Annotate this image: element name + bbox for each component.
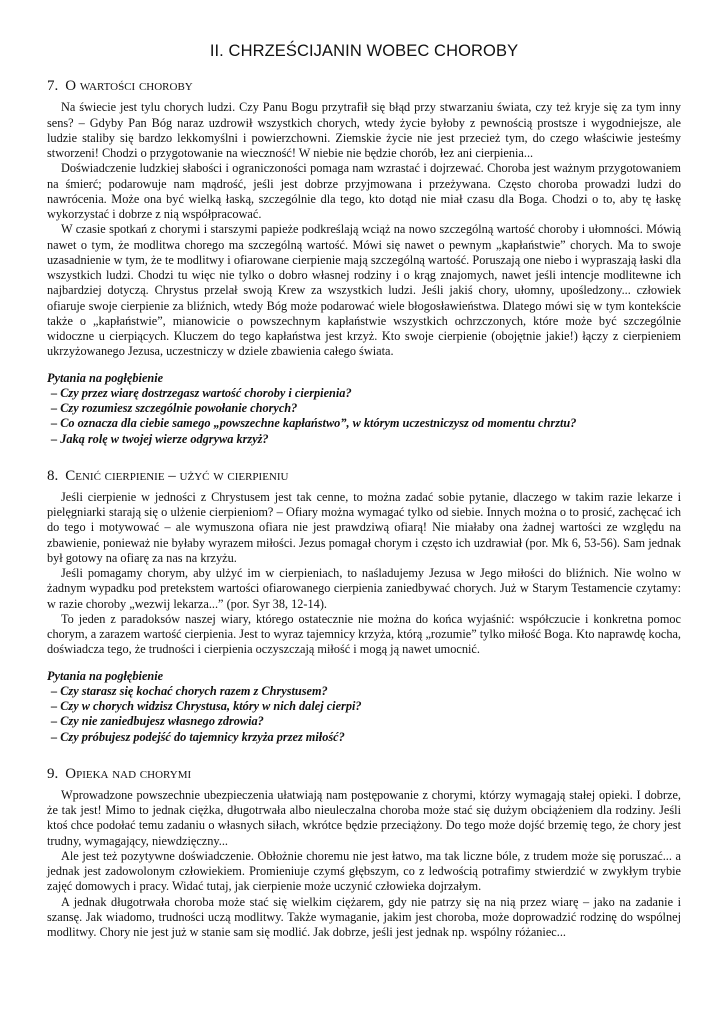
questions-block (47, 371, 681, 447)
question-item: – Czy w chorych widzisz Chrystusa, który w nich dalej cierpi? (51, 699, 362, 713)
section-8 (47, 467, 681, 745)
section-7 (47, 77, 681, 447)
question-item: – Czy starasz się kochać chorych razem z Chrystusem? (51, 683, 328, 698)
question-item: – Co oznacza dla ciebie samego „powszechne kapłaństwo”, w którym uczestniczysz od momentu chrztu? (51, 416, 577, 431)
paragraph: W czasie spotkań z chorymi i starszymi papieże podkreślają wciąż na nowo szczególną wartość choroby i ułomności. Mówią nawet o tym, że modlitwa chorego ma szczególną wartość. Mówi się nawet o pewnym „kapłaństwie” chorych. Ma to swoje uzasadnienie w tym, że te modlitwy i ofiarowane cierpienie mają szczególną wartość. Poruszają one niebo i wypraszają łaski dla wszystkich ludzi. Chodzi tu więc nie tylko o dobro własnej rodziny i o krąg znajomych, nawet jeśli intencje modlitewne ich najbardziej dotyczą. Chrystus przelał swoją Krew za wszystkich ludzi. Jeśli jakiś chory, ułomny, upośledzony... człowiek ofiaruje swoje cierpienie za bliźnich, wtedy Bóg może podarować wiele błogosławieństwa. Dlatego mówi się w tym kontekście także o „kapłaństwie”, mianowicie o powszechnym kapłaństwie wszystkich ochrzczonych, które może być szczególnie widoczne u cierpiących. Kluczem do tego kapłaństwa jest krzyż. Kto swoje cierpienie (obojętnie jakie!) łączy z cierpieniem ukrzyżowanego Jezusa, uczestniczy w dziele zbawienia całego świata. (47, 222, 681, 359)
section-9 (47, 765, 681, 941)
paragraph: To jeden z paradoksów naszej wiary, którego ostatecznie nie można do końca wyjaśnić: współczucie i konkretna pomoc chorym, a zarazem wartość cierpienia. Jest to wyraz tajemnicy krzyża, którą „rozumie” tylko miłość Boga. Kto naprawdę kocha, doświadcza tego, że trudności i cierpienia oczyszczają miłość i mogą ją nawet umocnić. (47, 611, 681, 657)
question-item: – Czy nie zaniedbujesz własnego zdrowia? (51, 714, 264, 729)
chapter-title: II. CHRZEŚCIJANIN WOBEC CHOROBY (209, 42, 519, 60)
section-heading (47, 77, 681, 95)
section-heading (47, 467, 681, 485)
paragraph: Ale jest też pozytywne doświadczenie. Obłożnie choremu nie jest łatwo, ma tak liczne bóle, z trudem może się poruszać... a jednak jest zadowolonym człowiekiem. Promieniuje czymś głębszym, co z ledwością potrafimy stwierdzić w zwykłym trybie zajęć domowych i pracy. Widać tutaj, jak cierpienie może uczynić człowieka dojrzałym. (47, 848, 681, 894)
paragraph: Wprowadzone powszechnie ubezpieczenia ułatwiają nam postępowanie z chorymi, którzy wymagają stałej opieki. I dobrze, że tak jest! Mimo to jednak ciężka, długotrwała albo nieuleczalna choroba może stać się dużym obciążeniem dla rodziny. Jeśli ktoś chce podołać temu zadaniu o własnych siłach, wkrótce będzie przeciążony. Do tego może dojść brzemię tego, że chory jest trudny, wymagający, niewdzięczny... (47, 787, 681, 848)
questions-title: Pytania na pogłębienie (47, 668, 164, 683)
section-title: Opieka nad chorymi (65, 765, 192, 782)
paragraph: A jednak długotrwała choroba może stać się wielkim ciężarem, gdy nie patrzy się na nią przez wiarę – jako na zadanie i szansę. Jak wiadomo, trudności uczą modlitwy. Także wymaganie, jakim jest choroba, może doprowadzić rodzinę do wspólnej modlitwy. Chory nie jest już w stanie sam się modlić. Jak dobrze, jeśli jest jednak np. wspólny różaniec... (47, 894, 681, 939)
section-title: Cenić cierpienie – użyć w cierpieniu (65, 467, 289, 484)
questions-title: Pytania na pogłębienie (47, 370, 164, 385)
question-item: – Jaką rolę w twojej wierze odgrywa krzyż? (51, 431, 269, 446)
paragraph: Na świecie jest tylu chorych ludzi. Czy Panu Bogu przytrafił się błąd przy stwarzaniu świata, czy też kryje się za tym inny sens? – Gdyby Pan Bóg naraz uzdrowił wszystkich chorych, wtedy życie byłoby z pewnością prostsze i wygodniejsze, ale ludzie staliby się bardzo lekkomyślni i powierzchowni. Ziemskie życie nie jest przecież tym, do czego właściwie jesteśmy stworzeni! Chodzi o przygotowanie na wieczność! W niebie nie będzie chorób, łez ani cierpienia... (47, 100, 681, 160)
section-number: 7. (47, 78, 59, 95)
paragraph: Jeśli cierpienie w jedności z Chrystusem jest tak cenne, to można zadać sobie pytanie, dlaczego w takim razie lekarze i pielęgniarki starają się o ulżenie cierpieniom? – Ofiary można wymagać tylko od siebie. Innych można o to prosić, zachęcać ich do tego i motywować – ale wymuszona ofiara nie jest prawdziwą ofiarą! Nie miałaby ona żadnej wartości ze względu na zbawienie, ponieważ nie byłaby wyrazem miłości. Jezus pomagał chorym i często ich uzdrawiał (por. Mk 6, 53-56). Sam jednak był gotowy na ofiarę za nas na krzyżu. (47, 489, 681, 565)
question-item: – Czy próbujesz podejść do tajemnicy krzyża przez miłość? (51, 729, 345, 744)
question-item: – Czy przez wiarę dostrzegasz wartość choroby i cierpienia? (51, 385, 352, 400)
paragraph: Jeśli pomagamy chorym, aby ulżyć im w cierpieniach, to naśladujemy Jezusa w Jego miłości do bliźnich. Nie wolno w żadnym wypadku pod pretekstem wartości ofiarowanego cierpienia zaniedbywać chorych. Już w Starym Testamencie czytamy: w razie choroby „wezwij lekarza...” (por. Syr 38, 12-14). (47, 566, 681, 611)
section-title: O wartości choroby (65, 78, 193, 95)
questions-block (47, 669, 681, 745)
section-heading (47, 765, 681, 783)
section-number: 9. (47, 765, 59, 782)
question-item: – Czy rozumiesz szczególnie powołanie chorych? (51, 401, 298, 415)
paragraph: Doświadczenie ludzkiej słabości i ograniczoności pomaga nam wzrastać i dojrzewać. Choroba jest ważnym przygotowaniem na śmierć; podarowuje nam mądrość, jeśli jest dobrze przyjmowana i przeżywana. Często choroba prowadzi ludzi do nawrócenia. Może ona być wielką łaską, szczególnie dla tego, kto dotąd nie miał czasu dla Boga. Chodzi o to, aby tę łaskę wykorzystać i dobrze z nią współpracować. (47, 161, 681, 221)
section-number: 8. (47, 467, 59, 484)
